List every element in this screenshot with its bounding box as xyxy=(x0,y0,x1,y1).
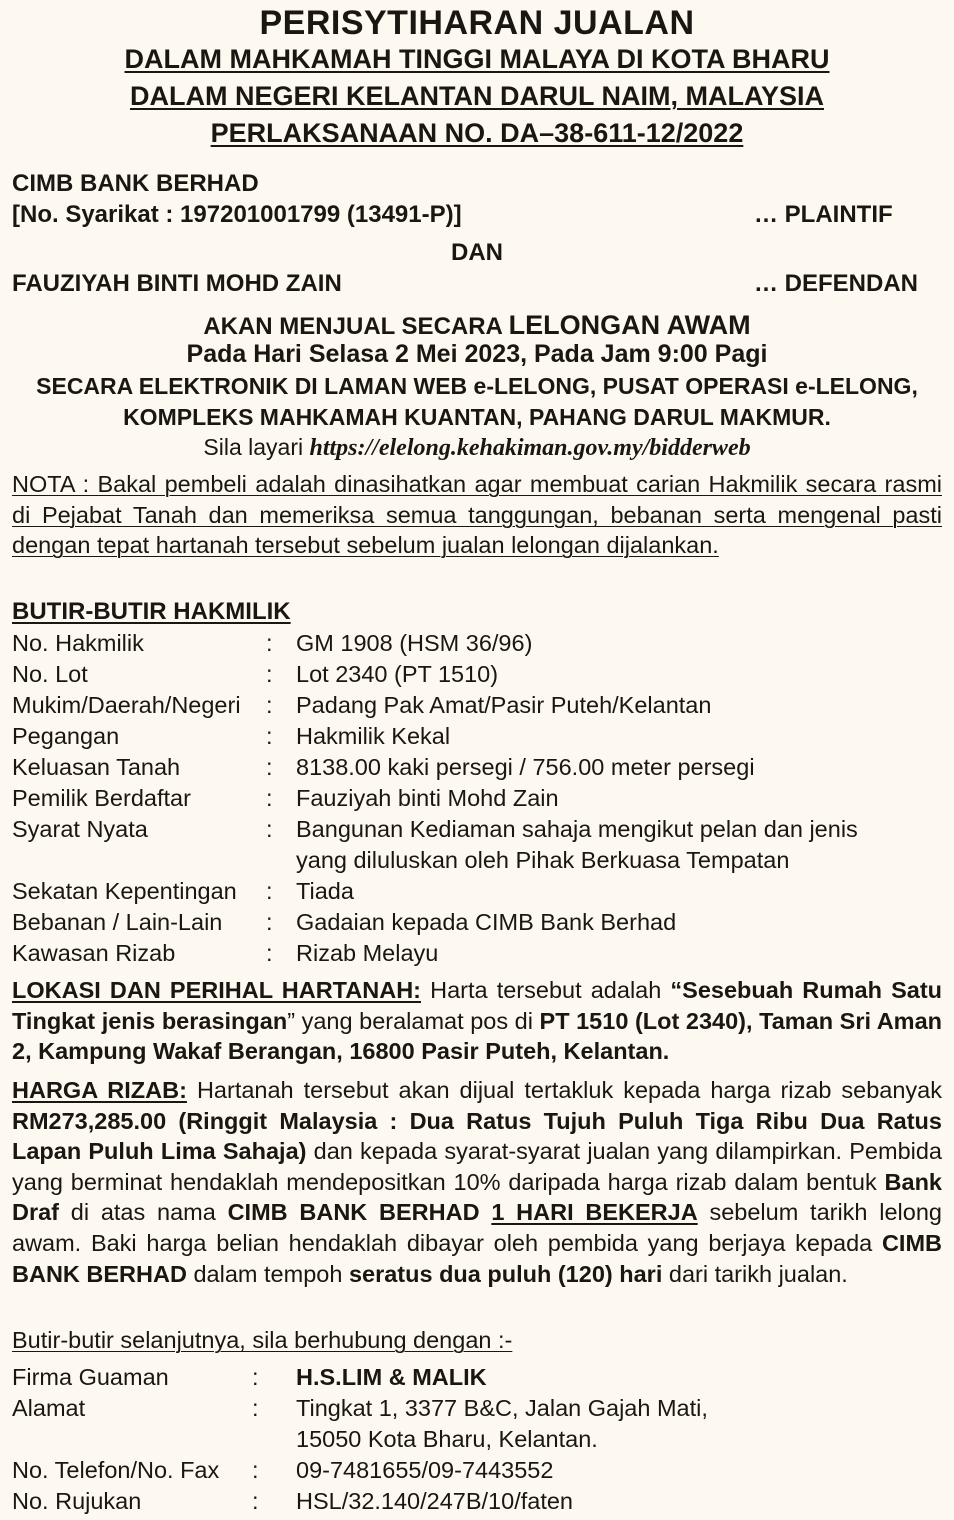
row-label: Syarat Nyata xyxy=(12,816,148,842)
reserve-price-paragraph: HARGA RIZAB: Hartanah tersebut akan dijual tertakluk kepada harga rizab sebanyak RM273,285.00 (Ringgit Malaysia : Dua Ratus Tujuh Puluh Tiga Ribu Dua Ratus Lapan Puluh Lima Sahaja) dan kepada syarat-syarat jualan yang dilampirkan. Pembida yang berminat hendaklah mendepositkan 10% daripada harga rizab dalam bentuk Bank Draf di atas nama CIMB BANK BERHAD 1 HARI BEKERJA sebelum tarikh lelong awam. Baki harga belian hendaklah dibayar oleh pembida yang berjaya kepada CIMB BANK BERHAD dalam tempoh seratus dua puluh (120) hari dari tarikh jualan. xyxy=(12,1077,942,1287)
phone-colon: : xyxy=(252,1457,259,1483)
row-value: Padang Pak Amat/Pasir Puteh/Kelantan xyxy=(296,692,712,718)
row-value: Hakmilik Kekal xyxy=(296,723,451,749)
row-label: Bebanan / Lain-Lain xyxy=(12,909,223,935)
defendant-role: … DEFENDAN xyxy=(754,270,919,297)
notice-title: PERISYTIHARAN JUALAN xyxy=(259,4,695,42)
row-label: Pegangan xyxy=(12,723,120,749)
firm-value: H.S.LIM & MALIK xyxy=(296,1364,487,1390)
row-colon: : xyxy=(266,785,273,811)
row-colon: : xyxy=(266,661,273,687)
address-label: Alamat xyxy=(12,1395,86,1421)
row-value: Gadaian kepada CIMB Bank Berhad xyxy=(296,909,677,935)
plaintiff-role: … PLAINTIF xyxy=(754,201,893,228)
row-colon: : xyxy=(266,816,273,842)
phone-label: No. Telefon/No. Fax xyxy=(12,1457,220,1483)
address-colon: : xyxy=(252,1395,259,1421)
plaintiff-name: CIMB BANK BERHAD xyxy=(12,170,259,197)
row-label: Sekatan Kepentingan xyxy=(12,878,237,904)
row-colon: : xyxy=(266,940,273,966)
title-details-heading: BUTIR-BUTIR HAKMILIK xyxy=(12,598,291,625)
row-value: Lot 2340 (PT 1510) xyxy=(296,661,499,687)
row-label: Keluasan Tanah xyxy=(12,754,181,780)
row-label: No. Lot xyxy=(12,661,88,687)
row-label: Pemilik Berdaftar xyxy=(12,785,191,811)
elelong-url[interactable]: https://elelong.kehakiman.gov.my/bidderweb xyxy=(309,435,751,461)
row-colon: : xyxy=(266,692,273,718)
defendant-name: FAUZIYAH BINTI MOHD ZAIN xyxy=(12,270,342,297)
auction-website: Sila layari https://elelong.kehakiman.gov.my/bidderweb xyxy=(203,434,751,461)
row-colon: : xyxy=(266,909,273,935)
reference-label: No. Rujukan xyxy=(12,1488,142,1514)
auction-venue-line1: SECARA ELEKTRONIK DI LAMAN WEB e-LELONG, PUSAT OPERASI e-LELONG, xyxy=(36,373,918,399)
reference-colon: : xyxy=(252,1488,259,1514)
auction-venue-line2: KOMPLEKS MAHKAMAH KUANTAN, PAHANG DARUL MAKMUR. xyxy=(123,404,831,430)
firm-colon: : xyxy=(252,1364,259,1390)
row-label: Kawasan Rizab xyxy=(12,940,176,966)
state-line: DALAM NEGERI KELANTAN DARUL NAIM, MALAYSIA xyxy=(130,81,824,111)
address-line-2: 15050 Kota Bharu, Kelantan. xyxy=(296,1426,598,1452)
row-colon: : xyxy=(266,723,273,749)
location-heading: LOKASI DAN PERIHAL HARTANAH: xyxy=(12,977,421,1003)
location-paragraph: LOKASI DAN PERIHAL HARTANAH: Harta tersebut adalah “Sesebuah Rumah Satu Tingkat jenis berasingan” yang beralamat pos di PT 1510 (Lot 2340), Taman Sri Aman 2, Kampung Wakaf Berangan, 16800 Pasir Puteh, Kelantan. xyxy=(12,977,942,1065)
row-label: No. Hakmilik xyxy=(12,630,144,656)
contact-heading: Butir-butir selanjutnya, sila berhubung dengan :- xyxy=(12,1327,513,1353)
nota-paragraph: NOTA : Bakal pembeli adalah dinasihatkan agar membuat carian Hakmilik secara rasmi di Pejabat Tanah dan memeriksa semua tanggungan, bebanan serta mengenal pasti dengan tepat hartanah tersebut sebelum jualan lelongan dijalankan. xyxy=(12,471,942,559)
row-value: Bangunan Kediaman sahaja mengikut pelan dan jenis xyxy=(296,816,858,842)
row-label: Mukim/Daerah/Negeri xyxy=(12,692,241,718)
reference-value: HSL/32.140/247B/10/faten xyxy=(296,1488,573,1514)
row-colon: : xyxy=(266,878,273,904)
row-colon: : xyxy=(266,630,273,656)
auction-date-time: Pada Hari Selasa 2 Mei 2023, Pada Jam 9:00 Pagi xyxy=(186,340,768,368)
conjunction-dan: DAN xyxy=(451,239,503,266)
row-value: 8138.00 kaki persegi / 756.00 meter persegi xyxy=(296,754,755,780)
phone-value: 09-7481655/09-7443552 xyxy=(296,1457,554,1483)
row-value: Tiada xyxy=(296,878,354,904)
row-value: Rizab Melayu xyxy=(296,940,439,966)
row-value: GM 1908 (HSM 36/96) xyxy=(296,630,533,656)
firm-label: Firma Guaman xyxy=(12,1364,169,1390)
row-value: Fauziyah binti Mohd Zain xyxy=(296,785,559,811)
reserve-price-heading: HARGA RIZAB: xyxy=(12,1077,187,1103)
execution-number: PERLAKSANAAN NO. DA–38-611-12/2022 xyxy=(210,118,744,148)
auction-announcement: AKAN MENJUAL SECARA LELONGAN AWAM xyxy=(203,310,751,340)
address-line-1: Tingkat 1, 3377 B&C, Jalan Gajah Mati, xyxy=(296,1395,708,1421)
plaintiff-registration: [No. Syarikat : 197201001799 (13491-P)] xyxy=(12,201,462,228)
row-colon: : xyxy=(266,754,273,780)
court-line: DALAM MAHKAMAH TINGGI MALAYA DI KOTA BHARU xyxy=(124,44,830,74)
row-value-continued: yang diluluskan oleh Pihak Berkuasa Tempatan xyxy=(296,847,790,873)
